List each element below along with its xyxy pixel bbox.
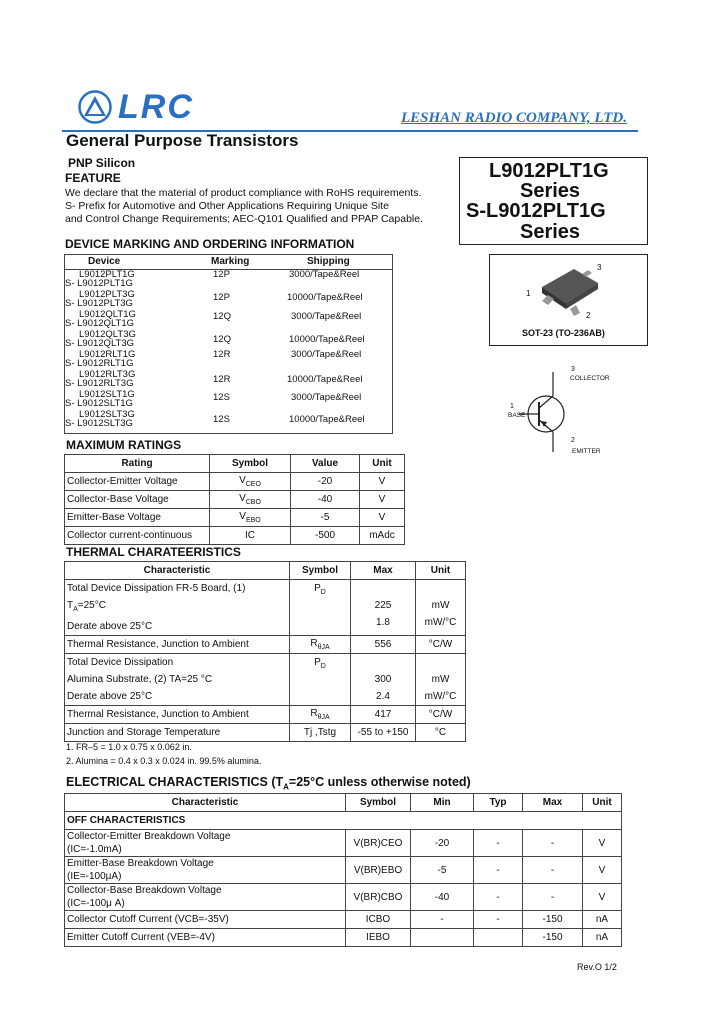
symbol-main: P xyxy=(314,657,321,668)
thermal-r6: Alumina Substrate, (2) TA=25 °C xyxy=(67,674,213,685)
elec-cond-line: (IC=-1.0mA) xyxy=(67,844,122,855)
ordering-row xyxy=(65,369,392,389)
col-header: Typ xyxy=(474,794,523,812)
symbol-sub: D xyxy=(320,589,326,596)
symbol-sub: CEO xyxy=(245,481,261,488)
symbol-sub: EBO xyxy=(245,517,261,524)
schematic-pin-3: 3 xyxy=(571,366,575,373)
part-number-line-2: Series xyxy=(520,180,581,202)
rating-name: Emitter-Base Voltage xyxy=(65,509,210,527)
col-header: Symbol xyxy=(346,794,411,812)
ordering-shipping: 10000/Tape&Reel xyxy=(289,334,365,345)
rating-symbol: IC xyxy=(210,527,291,545)
col-header: Symbol xyxy=(210,455,291,473)
ordering-heading: DEVICE MARKING AND ORDERING INFORMATION xyxy=(65,237,355,251)
note-2: 2. Alumina = 0.4 x 0.3 x 0.024 in. 99.5% alumina. xyxy=(66,756,262,766)
ordering-device-s: S- L9012SLT3G xyxy=(65,418,133,429)
thermal-r1: Total Device Dissipation FR-5 Board, (1) xyxy=(67,583,246,594)
lrc-logo-icon xyxy=(78,90,112,124)
col-header: Symbol xyxy=(290,562,351,580)
ordering-marking: 12P xyxy=(213,292,230,303)
symbol-main: R xyxy=(310,708,318,719)
elec-cond-line: (IC=-100μ A) xyxy=(67,898,125,909)
table-row xyxy=(65,654,466,706)
rating-value: -5 xyxy=(291,509,360,527)
thermal-heading: THERMAL CHARATEERISTICS xyxy=(66,545,241,559)
elec-min xyxy=(411,929,474,947)
rating-symbol xyxy=(210,509,291,527)
electrical-heading-b: =25°C unless otherwise noted) xyxy=(288,775,471,789)
symbol-sub: CBO xyxy=(245,499,261,506)
schematic-emitter: EMITTER xyxy=(572,448,601,455)
ordering-row xyxy=(65,269,392,289)
elec-max: - xyxy=(523,857,583,884)
elec-char: Collector Cutoff Current (VCB=-35V) xyxy=(65,911,346,929)
ordering-marking: 12R xyxy=(213,374,231,385)
col-header: Unit xyxy=(583,794,622,812)
part-number-line-4: Series xyxy=(520,221,581,243)
schematic-base: BASE xyxy=(508,412,526,419)
elec-typ: - xyxy=(474,857,523,884)
thermal-unit xyxy=(416,580,466,636)
section-label: OFF CHARACTERISTICS xyxy=(65,812,622,830)
ordering-shipping: 10000/Tape&Reel xyxy=(289,414,365,425)
elec-min: -5 xyxy=(411,857,474,884)
ordering-marking: 12R xyxy=(213,349,231,360)
col-header: Value xyxy=(291,455,360,473)
elec-max: -150 xyxy=(523,911,583,929)
ordering-device-s: S- L9012QLT1G xyxy=(65,318,135,329)
ordering-device-s: S- L9012RLT1G xyxy=(65,358,134,369)
feature-line-2: S- Prefix for Automotive and Other Applications Requiring Unique Site xyxy=(65,200,389,212)
thermal-sym xyxy=(290,636,351,654)
ta-symbol: T xyxy=(67,600,74,611)
max-value: 300 xyxy=(374,674,392,685)
ordering-shipping: 10000/Tape&Reel xyxy=(287,374,363,385)
ordering-row xyxy=(65,389,392,409)
ordering-device: L9012RLT1G xyxy=(79,349,136,360)
table-row xyxy=(65,724,466,742)
subtitle: PNP Silicon xyxy=(68,156,136,170)
ordering-marking: 12S xyxy=(213,414,230,425)
elec-typ: - xyxy=(474,884,523,911)
package-label: SOT-23 (TO-236AB) xyxy=(522,328,605,338)
part-number-line-1: L9012PLT1G xyxy=(489,160,609,182)
max-value: 1.8 xyxy=(376,617,390,628)
table-row xyxy=(65,527,405,545)
symbol-main: V xyxy=(239,475,246,486)
unit-value: mW xyxy=(431,600,450,611)
part-number-box xyxy=(459,157,648,245)
ordering-row xyxy=(65,309,392,329)
rating-name: Collector-Base Voltage xyxy=(65,491,210,509)
thermal-sym xyxy=(290,654,351,706)
col-header: Max xyxy=(351,562,416,580)
col-header: Characteristic xyxy=(65,794,346,812)
rating-unit: V xyxy=(360,473,405,491)
table-row xyxy=(65,706,466,724)
feature-line-3: and Control Change Requirements; AEC-Q101 Qualified and PPAP Capable. xyxy=(65,213,423,225)
elec-cond-line: (IE=-100μA) xyxy=(67,871,122,882)
elec-unit: V xyxy=(583,857,622,884)
thermal-char: Junction and Storage Temperature xyxy=(65,724,290,742)
elec-unit: nA xyxy=(583,929,622,947)
elec-char-line: Emitter-Base Breakdown Voltage xyxy=(67,858,214,869)
ordering-shipping: 3000/Tape&Reel xyxy=(289,269,360,280)
elec-unit: V xyxy=(583,830,622,857)
package-pin-2: 2 xyxy=(586,311,591,320)
elec-char xyxy=(65,830,346,857)
rating-name: Collector-Emitter Voltage xyxy=(65,473,210,491)
thermal-max: -55 to +150 xyxy=(351,724,416,742)
ordering-col-marking: Marking xyxy=(211,256,250,267)
company-name: LESHAN RADIO COMPANY, LTD. xyxy=(401,110,628,126)
max-value: 225 xyxy=(374,600,392,611)
table-row xyxy=(65,884,622,911)
thermal-char xyxy=(65,654,290,706)
col-header: Characteristic xyxy=(65,562,290,580)
revision-label: Rev.O 1/2 xyxy=(577,962,617,972)
table-row xyxy=(65,509,405,527)
elec-min: -20 xyxy=(411,830,474,857)
thermal-char: Thermal Resistance, Junction to Ambient xyxy=(65,636,290,654)
ordering-shipping: 10000/Tape&Reel xyxy=(287,292,363,303)
elec-char xyxy=(65,857,346,884)
ordering-col-device: Device xyxy=(88,256,121,267)
ordering-device: L9012PLT1G xyxy=(79,269,135,280)
max-ratings-table xyxy=(64,454,405,545)
rating-symbol xyxy=(210,491,291,509)
thermal-unit: °C xyxy=(416,724,466,742)
elec-min: - xyxy=(411,911,474,929)
note-1: 1. FR–5 = 1.0 x 0.75 x 0.062 in. xyxy=(66,742,192,752)
col-header: Max xyxy=(523,794,583,812)
table-row xyxy=(65,491,405,509)
table-row xyxy=(65,580,466,636)
elec-max: - xyxy=(523,830,583,857)
table-row xyxy=(65,473,405,491)
table-header-row xyxy=(65,794,622,812)
table-row xyxy=(65,636,466,654)
symbol-sub: θJA xyxy=(317,714,330,721)
elec-min: -40 xyxy=(411,884,474,911)
rating-unit: V xyxy=(360,509,405,527)
thermal-max xyxy=(351,580,416,636)
elec-max: - xyxy=(523,884,583,911)
table-row xyxy=(65,929,622,947)
elec-sym: V(BR)CBO xyxy=(346,884,411,911)
ordering-shipping: 3000/Tape&Reel xyxy=(291,311,362,322)
elec-char xyxy=(65,884,346,911)
ta-rest: =25°C xyxy=(77,600,106,611)
ordering-device: L9012QLT3G xyxy=(79,329,136,340)
thermal-char: Thermal Resistance, Junction to Ambient xyxy=(65,706,290,724)
ta-sub: A xyxy=(73,606,78,613)
unit-value: mW xyxy=(431,674,450,685)
elec-sym: V(BR)CEO xyxy=(346,830,411,857)
ordering-device-s: S- L9012SLT1G xyxy=(65,398,133,409)
table-header-row xyxy=(65,562,466,580)
ordering-device-s: S- L9012RLT3G xyxy=(65,378,134,389)
max-value: 2.4 xyxy=(376,691,390,702)
feature-line-1: We declare that the material of product compliance with RoHS requirements. xyxy=(65,187,422,199)
ordering-device: L9012QLT1G xyxy=(79,309,136,320)
section-row xyxy=(65,812,622,830)
elec-typ: - xyxy=(474,911,523,929)
part-number-line-3: S-L9012PLT1G xyxy=(466,200,606,222)
thermal-max: 417 xyxy=(351,706,416,724)
rating-symbol xyxy=(210,473,291,491)
symbol-main: P xyxy=(314,583,321,594)
elec-char-line: Collector-Emitter Breakdown Voltage xyxy=(67,831,231,842)
symbol-sub: D xyxy=(320,663,326,670)
electrical-table xyxy=(64,793,622,947)
thermal-sym: Tj ,Tstg xyxy=(290,724,351,742)
electrical-heading-sub: A xyxy=(283,782,289,792)
logo-text: LRC xyxy=(118,88,194,126)
thermal-char xyxy=(65,580,290,636)
ordering-device-s: S- L9012PLT3G xyxy=(65,298,133,309)
col-header: Unit xyxy=(360,455,405,473)
thermal-r2 xyxy=(67,597,287,618)
elec-typ: - xyxy=(474,830,523,857)
thermal-unit: °C/W xyxy=(416,636,466,654)
ordering-device: L9012PLT3G xyxy=(79,289,135,300)
ordering-device-s: S- L9012QLT3G xyxy=(65,338,135,349)
elec-char: Emitter Cutoff Current (VEB=-4V) xyxy=(65,929,346,947)
elec-sym: V(BR)EBO xyxy=(346,857,411,884)
electrical-heading xyxy=(66,775,471,792)
unit-value: mW/°C xyxy=(424,691,457,702)
elec-sym: ICBO xyxy=(346,911,411,929)
ordering-row xyxy=(65,289,392,309)
elec-typ xyxy=(474,929,523,947)
thermal-table xyxy=(64,561,466,742)
ordering-device: L9012SLT1G xyxy=(79,389,135,400)
rating-value: -20 xyxy=(291,473,360,491)
table-row xyxy=(65,911,622,929)
ordering-col-shipping: Shipping xyxy=(307,256,350,267)
thermal-max: 556 xyxy=(351,636,416,654)
elec-unit: V xyxy=(583,884,622,911)
col-header: Unit xyxy=(416,562,466,580)
package-box xyxy=(489,254,648,346)
thermal-unit: °C/W xyxy=(416,706,466,724)
symbol-main: V xyxy=(239,493,246,504)
ordering-row xyxy=(65,409,392,429)
thermal-r7: Derate above 25°C xyxy=(67,691,153,702)
thermal-max xyxy=(351,654,416,706)
unit-value: mW/°C xyxy=(424,617,457,628)
table-row xyxy=(65,857,622,884)
ordering-device: L9012RLT3G xyxy=(79,369,136,380)
page-title: General Purpose Transistors xyxy=(66,131,299,150)
thermal-unit xyxy=(416,654,466,706)
ordering-marking: 12S xyxy=(213,392,230,403)
rating-unit: V xyxy=(360,491,405,509)
max-ratings-heading: MAXIMUM RATINGS xyxy=(66,438,182,452)
ordering-row xyxy=(65,329,392,349)
ordering-header xyxy=(65,255,392,270)
elec-max: -150 xyxy=(523,929,583,947)
ordering-device: L9012SLT3G xyxy=(79,409,135,420)
elec-sym: IEBO xyxy=(346,929,411,947)
col-header: Rating xyxy=(65,455,210,473)
thermal-sym xyxy=(290,706,351,724)
rating-unit: mAdc xyxy=(360,527,405,545)
rating-value: -40 xyxy=(291,491,360,509)
schematic-pin-1: 1 xyxy=(510,403,514,410)
elec-char-line: Collector-Base Breakdown Voltage xyxy=(67,885,222,896)
package-pin-3: 3 xyxy=(597,263,602,272)
symbol-main: R xyxy=(310,638,318,649)
elec-unit: nA xyxy=(583,911,622,929)
package-pin-1: 1 xyxy=(526,289,531,298)
rating-value: -500 xyxy=(291,527,360,545)
ordering-row xyxy=(65,349,392,369)
feature-heading: FEATURE xyxy=(65,171,121,185)
ordering-marking: 12Q xyxy=(213,334,231,345)
ordering-marking: 12P xyxy=(213,269,230,280)
ordering-shipping: 3000/Tape&Reel xyxy=(291,392,362,403)
thermal-r3: Derate above 25°C xyxy=(67,621,153,632)
ordering-marking: 12Q xyxy=(213,311,231,322)
ordering-shipping: 3000/Tape&Reel xyxy=(291,349,362,360)
ordering-device-s: S- L9012PLT1G xyxy=(65,278,133,289)
thermal-r5: Total Device Dissipation xyxy=(67,657,174,668)
table-header-row xyxy=(65,455,405,473)
rating-name: Collector current-continuous xyxy=(65,527,210,545)
table-row xyxy=(65,830,622,857)
ordering-table xyxy=(64,254,393,434)
symbol-main: V xyxy=(239,511,246,522)
electrical-heading-a: ELECTRICAL CHARACTERISTICS (T xyxy=(66,775,284,789)
symbol-sub: θJA xyxy=(317,644,330,651)
schematic-pin-2: 2 xyxy=(571,437,575,444)
thermal-sym xyxy=(290,580,351,636)
schematic-collector: COLLECTOR xyxy=(570,375,610,382)
col-header: Min xyxy=(411,794,474,812)
